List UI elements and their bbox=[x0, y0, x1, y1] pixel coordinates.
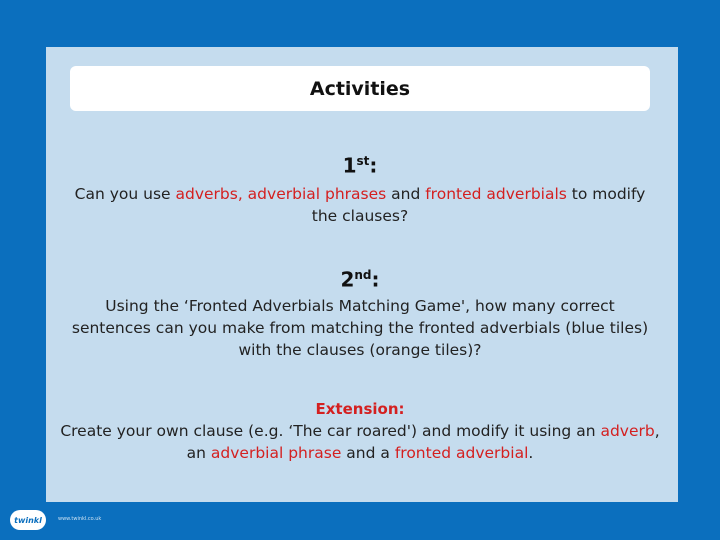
first-activity bbox=[70, 148, 650, 227]
twinkl-logo: twinkl bbox=[10, 510, 46, 530]
title-bar bbox=[70, 66, 650, 111]
second-activity bbox=[70, 262, 650, 361]
second-heading: 2nd: bbox=[340, 267, 380, 292]
extension-text: Create your own clause (e.g. ‘The car roared') and modify it using an adverb, an adverbial phrase and a fronted adverbial. bbox=[60, 422, 660, 462]
first-heading: 1st: bbox=[342, 153, 378, 178]
footer-url: www.twinkl.co.uk bbox=[58, 516, 102, 522]
extension-heading: Extension: bbox=[315, 400, 405, 418]
extension-activity bbox=[60, 398, 660, 464]
first-text: Can you use adverbs, adverbial phrases and fronted adverbials to modify the clauses? bbox=[74, 184, 646, 225]
page-title: Activities bbox=[309, 77, 411, 100]
second-text: Using the ‘Fronted Adverbials Matching Game', how many correct sentences can you make from matching the fronted adverbials (blue tiles) with the clauses (orange tiles)? bbox=[71, 296, 649, 359]
